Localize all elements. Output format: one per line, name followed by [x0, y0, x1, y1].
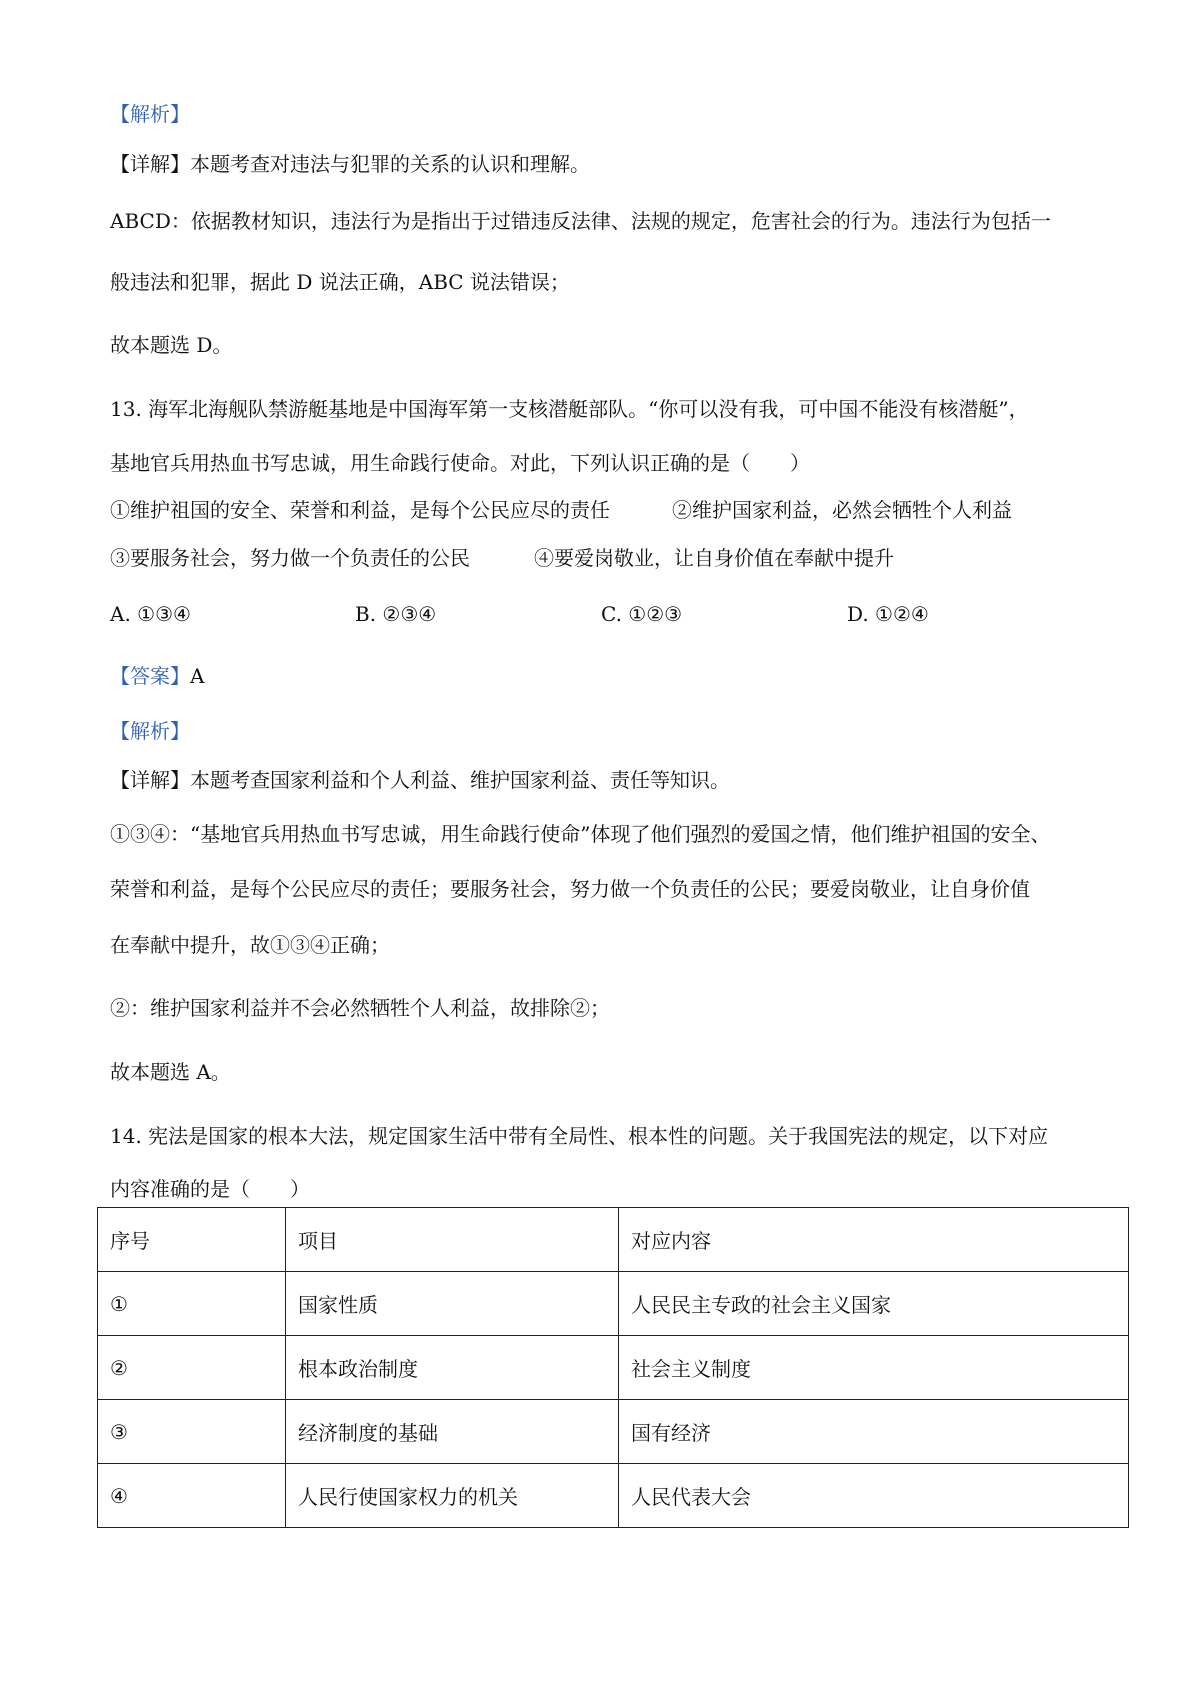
table-row [98, 1464, 1129, 1528]
option-b: B. ②③④ [355, 602, 437, 626]
statement-2: ②维护国家利益，必然会牺牲个人利益 [672, 498, 1012, 522]
detail-label: 【详解】 [110, 768, 190, 792]
table-cell: ② [98, 1336, 286, 1400]
table-cell: 人民代表大会 [619, 1464, 1129, 1528]
detail-paragraph [110, 766, 730, 794]
table-cell: ① [98, 1272, 286, 1336]
question-14-stem: 内容准确的是（ ） [110, 1177, 310, 1201]
statement-3: ③要服务社会，努力做一个负责任的公民 [110, 546, 470, 570]
explanation-line: ①③④：“基地官兵用热血书写忠诚，用生命践行使命”体现了他们强烈的爱国之情，他们维护祖国的安全、 [110, 822, 1051, 846]
detail-text: 本题考查国家利益和个人利益、维护国家利益、责任等知识。 [190, 768, 730, 792]
table-header-cell: 序号 [98, 1208, 286, 1272]
conclusion-line: 故本题选 D。 [110, 333, 233, 357]
table-header-row [98, 1208, 1129, 1272]
option-d: D. ①②④ [847, 602, 929, 626]
statement-4: ④要爱岗敬业，让自身价值在奉献中提升 [534, 546, 894, 570]
explanation-line: ABCD：依据教材知识，违法行为是指出于过错违反法律、法规的规定，危害社会的行为。违法行为包括一 [110, 209, 1051, 233]
answer-label: 【答案】 [110, 664, 190, 688]
table-header-cell: 对应内容 [619, 1208, 1129, 1272]
detail-text: 本题考查对违法与犯罪的关系的认识和理解。 [190, 152, 590, 176]
table-header-cell: 项目 [286, 1208, 619, 1272]
table-cell: 经济制度的基础 [286, 1400, 619, 1464]
table-row [98, 1336, 1129, 1400]
detail-label: 【详解】 [110, 152, 190, 176]
table-cell: 国有经济 [619, 1400, 1129, 1464]
table-cell: 国家性质 [286, 1272, 619, 1336]
detail-paragraph [110, 150, 590, 178]
table-cell: 人民民主专政的社会主义国家 [619, 1272, 1129, 1336]
constitution-table [97, 1207, 1129, 1528]
answer-line [110, 662, 204, 690]
explanation-line: 荣誉和利益，是每个公民应尽的责任；要服务社会，努力做一个负责任的公民；要爱岗敬业，让自身价值 [110, 877, 1030, 901]
table-row [98, 1272, 1129, 1336]
table-cell: 根本政治制度 [286, 1336, 619, 1400]
option-c: C. ①②③ [601, 602, 683, 626]
table-row [98, 1400, 1129, 1464]
analysis-label: 【解析】 [110, 719, 190, 743]
option-a: A. ①③④ [110, 602, 191, 626]
statement-1: ①维护祖国的安全、荣誉和利益，是每个公民应尽的责任 [110, 498, 610, 522]
table-cell: ③ [98, 1400, 286, 1464]
table-cell: 社会主义制度 [619, 1336, 1129, 1400]
analysis-label: 【解析】 [110, 102, 190, 126]
table-cell: 人民行使国家权力的机关 [286, 1464, 619, 1528]
question-14-stem: 14. 宪法是国家的根本大法，规定国家生活中带有全局性、根本性的问题。关于我国宪法的规定，以下对应 [110, 1124, 1049, 1148]
question-13-stem: 基地官兵用热血书写忠诚，用生命践行使命。对此，下列认识正确的是（ ） [110, 451, 810, 475]
answer-value: A [190, 664, 205, 688]
question-13-stem: 13. 海军北海舰队禁游艇基地是中国海军第一支核潜艇部队。“你可以没有我，可中国不能没有核潜艇”， [110, 397, 1029, 421]
explanation-line: ②：维护国家利益并不会必然牺牲个人利益，故排除②； [110, 996, 610, 1020]
explanation-line: 在奉献中提升，故①③④正确； [110, 933, 390, 957]
table-cell: ④ [98, 1464, 286, 1528]
explanation-line: 般违法和犯罪，据此 D 说法正确，ABC 说法错误； [110, 270, 570, 294]
conclusion-line: 故本题选 A。 [110, 1060, 231, 1084]
